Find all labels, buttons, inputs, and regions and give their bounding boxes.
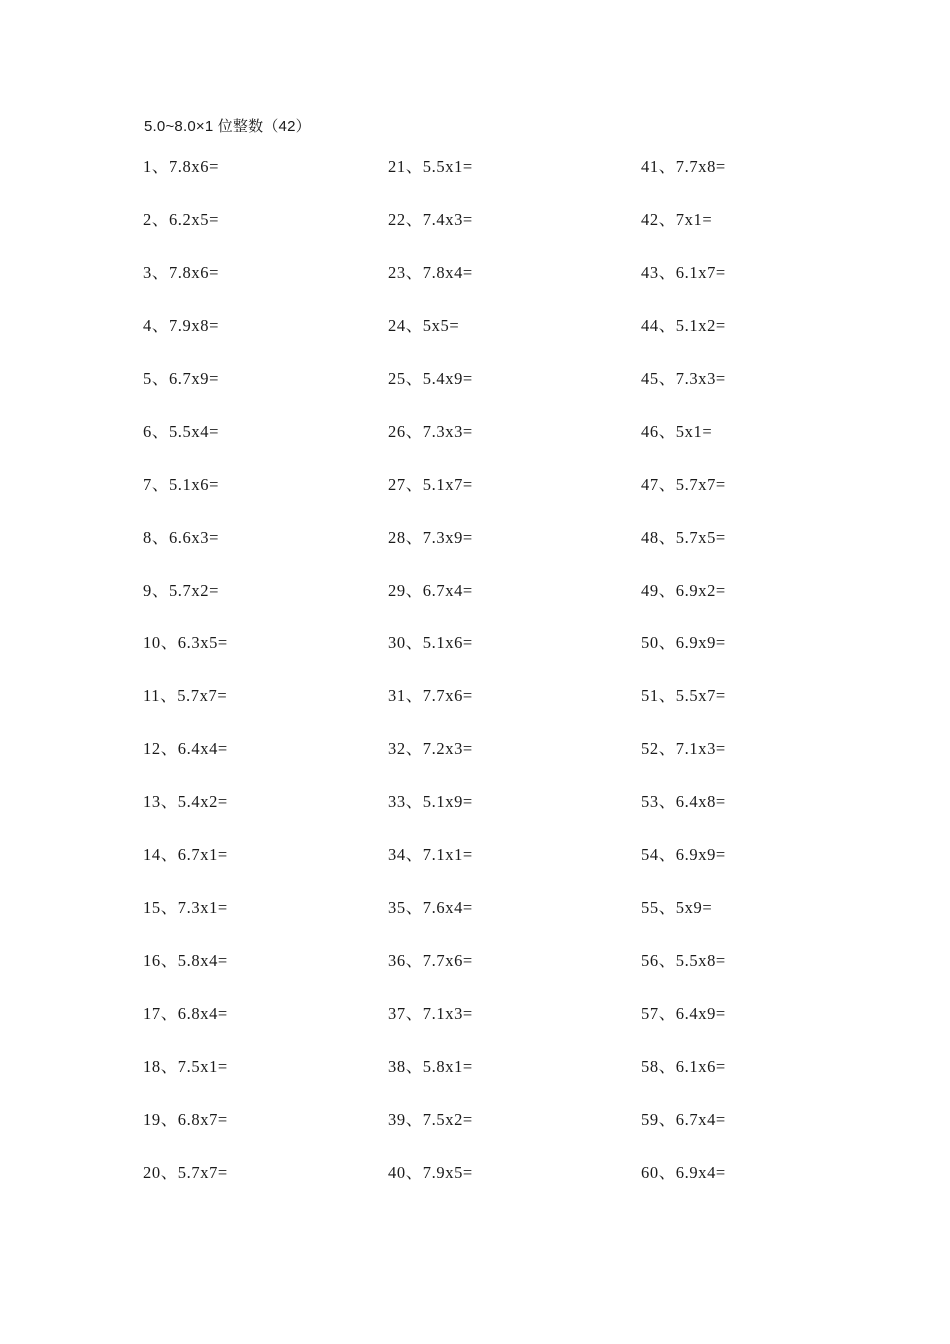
problem-item: 39、7.5x2=: [388, 1109, 473, 1129]
problem-item: 21、5.5x1=: [388, 157, 473, 176]
problem-item: 58、6.1x6=: [641, 1056, 726, 1076]
problem-item: 38、5.8x1=: [388, 1056, 473, 1076]
problem-item: 3、7.8x6=: [143, 262, 219, 282]
problem-item: 15、7.3x1=: [143, 898, 228, 918]
problem-item: 32、7.2x3=: [388, 739, 473, 759]
problem-item: 26、7.3x3=: [388, 421, 473, 441]
problem-item: 59、6.7x4=: [641, 1109, 726, 1129]
problem-item: 8、6.6x3=: [143, 527, 219, 547]
problem-item: 9、5.7x2=: [143, 580, 219, 600]
problem-item: 42、7x1=: [641, 209, 713, 229]
problem-item: 27、5.1x7=: [388, 474, 473, 494]
problem-item: 57、6.4x9=: [641, 1004, 726, 1023]
problem-item: 1、7.8x6=: [143, 157, 219, 176]
problem-item: 19、6.8x7=: [143, 1109, 228, 1129]
problem-item: 24、5x5=: [388, 315, 460, 335]
problem-item: 20、5.7x7=: [143, 1162, 228, 1182]
problem-item: 33、5.1x9=: [388, 792, 473, 812]
problem-item: 17、6.8x4=: [143, 1004, 228, 1023]
problem-item: 49、6.9x2=: [641, 580, 726, 600]
problem-item: 14、6.7x1=: [143, 845, 228, 865]
worksheet-title: 5.0~8.0×1 位整数（42）: [144, 118, 311, 135]
problem-item: 25、5.4x9=: [388, 368, 473, 388]
problem-item: 46、5x1=: [641, 421, 713, 441]
problem-item: 10、6.3x5=: [143, 633, 228, 653]
problem-item: 51、5.5x7=: [641, 686, 726, 706]
problem-item: 35、7.6x4=: [388, 898, 473, 918]
problem-item: 13、5.4x2=: [143, 792, 228, 812]
problem-item: 34、7.1x1=: [388, 845, 473, 865]
problem-item: 54、6.9x9=: [641, 845, 726, 865]
problem-column-3: [641, 156, 726, 1215]
problem-item: 43、6.1x7=: [641, 262, 726, 282]
problem-item: 31、7.7x6=: [388, 686, 473, 706]
problem-item: 7、5.1x6=: [143, 474, 219, 494]
problem-item: 45、7.3x3=: [641, 368, 726, 388]
problem-item: 44、5.1x2=: [641, 315, 726, 335]
problem-item: 18、7.5x1=: [143, 1056, 228, 1076]
problem-item: 40、7.9x5=: [388, 1162, 473, 1182]
problem-item: 28、7.3x9=: [388, 527, 473, 547]
problem-item: 37、7.1x3=: [388, 1004, 473, 1023]
problem-item: 4、7.9x8=: [143, 315, 219, 335]
problem-item: 16、5.8x4=: [143, 951, 228, 971]
problem-item: 5、6.7x9=: [143, 368, 219, 388]
problem-item: 12、6.4x4=: [143, 739, 228, 759]
problem-column-2: [388, 156, 473, 1215]
problem-item: 55、5x9=: [641, 898, 713, 918]
problem-item: 60、6.9x4=: [641, 1162, 726, 1182]
problem-item: 53、6.4x8=: [641, 792, 726, 812]
problem-item: 47、5.7x7=: [641, 474, 726, 494]
problem-item: 30、5.1x6=: [388, 633, 473, 653]
problem-item: 36、7.7x6=: [388, 951, 473, 971]
problem-item: 2、6.2x5=: [143, 209, 219, 229]
problem-item: 56、5.5x8=: [641, 951, 726, 971]
problem-item: 50、6.9x9=: [641, 633, 726, 653]
problem-column-1: [143, 156, 228, 1215]
problem-item: 41、7.7x8=: [641, 157, 726, 176]
problem-item: 22、7.4x3=: [388, 209, 473, 229]
problem-item: 6、5.5x4=: [143, 421, 219, 441]
problem-item: 11、5.7x7=: [143, 686, 228, 706]
problem-item: 23、7.8x4=: [388, 262, 473, 282]
problem-item: 52、7.1x3=: [641, 739, 726, 759]
problem-item: 29、6.7x4=: [388, 580, 473, 600]
problem-item: 48、5.7x5=: [641, 527, 726, 547]
